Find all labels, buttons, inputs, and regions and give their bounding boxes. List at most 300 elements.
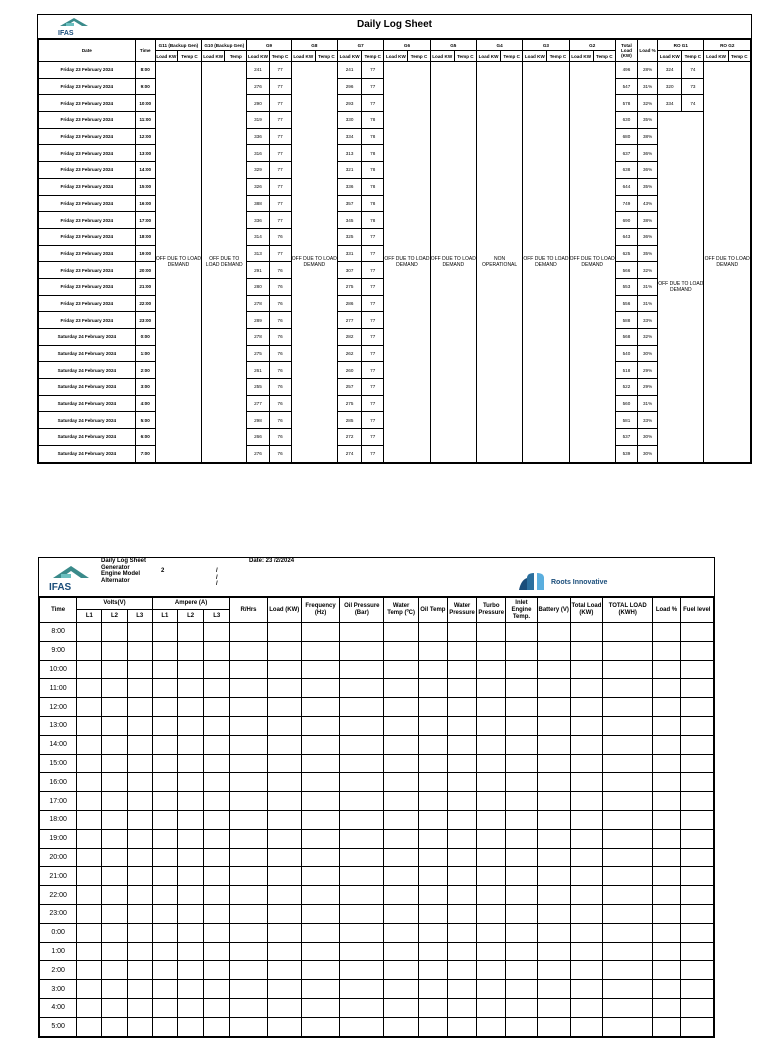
entry-cell[interactable] bbox=[204, 660, 230, 679]
entry-cell[interactable] bbox=[177, 848, 203, 867]
entry-cell[interactable] bbox=[418, 754, 447, 773]
entry-cell[interactable] bbox=[680, 980, 713, 999]
entry-cell[interactable] bbox=[301, 623, 339, 642]
entry-cell[interactable] bbox=[340, 1017, 384, 1036]
entry-cell[interactable] bbox=[77, 623, 102, 642]
entry-cell[interactable] bbox=[384, 904, 418, 923]
entry-cell[interactable] bbox=[477, 829, 506, 848]
entry-cell[interactable] bbox=[384, 716, 418, 735]
entry-cell[interactable] bbox=[570, 904, 602, 923]
entry-cell[interactable] bbox=[77, 886, 102, 905]
entry-cell[interactable] bbox=[267, 735, 301, 754]
entry-cell[interactable] bbox=[506, 867, 537, 886]
entry-cell[interactable] bbox=[384, 1017, 418, 1036]
entry-cell[interactable] bbox=[603, 698, 653, 717]
entry-cell[interactable] bbox=[127, 886, 152, 905]
entry-cell[interactable] bbox=[127, 773, 152, 792]
entry-cell[interactable] bbox=[603, 961, 653, 980]
entry-cell[interactable] bbox=[506, 829, 537, 848]
entry-cell[interactable] bbox=[384, 773, 418, 792]
entry-cell[interactable] bbox=[177, 980, 203, 999]
entry-cell[interactable] bbox=[537, 867, 570, 886]
entry-cell[interactable] bbox=[301, 923, 339, 942]
entry-cell[interactable] bbox=[537, 829, 570, 848]
entry-cell[interactable] bbox=[570, 886, 602, 905]
entry-cell[interactable] bbox=[603, 942, 653, 961]
entry-cell[interactable] bbox=[230, 998, 267, 1017]
entry-cell[interactable] bbox=[506, 942, 537, 961]
entry-cell[interactable] bbox=[340, 904, 384, 923]
entry-cell[interactable] bbox=[177, 904, 203, 923]
entry-cell[interactable] bbox=[102, 660, 127, 679]
entry-cell[interactable] bbox=[77, 942, 102, 961]
entry-cell[interactable] bbox=[537, 773, 570, 792]
entry-cell[interactable] bbox=[102, 754, 127, 773]
entry-cell[interactable] bbox=[447, 998, 476, 1017]
entry-cell[interactable] bbox=[152, 1017, 177, 1036]
entry-cell[interactable] bbox=[267, 848, 301, 867]
entry-cell[interactable] bbox=[570, 810, 602, 829]
entry-cell[interactable] bbox=[418, 792, 447, 811]
entry-cell[interactable] bbox=[340, 867, 384, 886]
entry-cell[interactable] bbox=[506, 904, 537, 923]
entry-cell[interactable] bbox=[127, 735, 152, 754]
entry-cell[interactable] bbox=[230, 754, 267, 773]
entry-cell[interactable] bbox=[477, 980, 506, 999]
entry-cell[interactable] bbox=[267, 886, 301, 905]
entry-cell[interactable] bbox=[102, 829, 127, 848]
entry-cell[interactable] bbox=[384, 660, 418, 679]
entry-cell[interactable] bbox=[653, 886, 680, 905]
entry-cell[interactable] bbox=[102, 923, 127, 942]
entry-cell[interactable] bbox=[127, 698, 152, 717]
entry-cell[interactable] bbox=[267, 923, 301, 942]
entry-cell[interactable] bbox=[267, 904, 301, 923]
entry-cell[interactable] bbox=[102, 735, 127, 754]
entry-cell[interactable] bbox=[418, 904, 447, 923]
entry-cell[interactable] bbox=[680, 886, 713, 905]
entry-cell[interactable] bbox=[680, 810, 713, 829]
entry-cell[interactable] bbox=[384, 679, 418, 698]
entry-cell[interactable] bbox=[127, 660, 152, 679]
entry-cell[interactable] bbox=[152, 980, 177, 999]
entry-cell[interactable] bbox=[384, 980, 418, 999]
entry-cell[interactable] bbox=[537, 942, 570, 961]
entry-cell[interactable] bbox=[177, 923, 203, 942]
entry-cell[interactable] bbox=[537, 886, 570, 905]
entry-cell[interactable] bbox=[384, 829, 418, 848]
entry-cell[interactable] bbox=[152, 735, 177, 754]
entry-cell[interactable] bbox=[603, 773, 653, 792]
entry-cell[interactable] bbox=[177, 810, 203, 829]
entry-cell[interactable] bbox=[102, 848, 127, 867]
entry-cell[interactable] bbox=[653, 867, 680, 886]
entry-cell[interactable] bbox=[102, 698, 127, 717]
entry-cell[interactable] bbox=[267, 792, 301, 811]
entry-cell[interactable] bbox=[77, 867, 102, 886]
entry-cell[interactable] bbox=[506, 792, 537, 811]
entry-cell[interactable] bbox=[537, 980, 570, 999]
entry-cell[interactable] bbox=[267, 641, 301, 660]
entry-cell[interactable] bbox=[301, 942, 339, 961]
entry-cell[interactable] bbox=[384, 623, 418, 642]
entry-cell[interactable] bbox=[204, 810, 230, 829]
entry-cell[interactable] bbox=[537, 641, 570, 660]
entry-cell[interactable] bbox=[152, 754, 177, 773]
entry-cell[interactable] bbox=[177, 698, 203, 717]
entry-cell[interactable] bbox=[447, 1017, 476, 1036]
entry-cell[interactable] bbox=[570, 923, 602, 942]
entry-cell[interactable] bbox=[603, 980, 653, 999]
entry-cell[interactable] bbox=[230, 792, 267, 811]
entry-cell[interactable] bbox=[418, 867, 447, 886]
entry-cell[interactable] bbox=[680, 716, 713, 735]
entry-cell[interactable] bbox=[301, 1017, 339, 1036]
entry-cell[interactable] bbox=[418, 679, 447, 698]
entry-cell[interactable] bbox=[384, 735, 418, 754]
entry-cell[interactable] bbox=[77, 904, 102, 923]
entry-cell[interactable] bbox=[447, 623, 476, 642]
entry-cell[interactable] bbox=[653, 829, 680, 848]
entry-cell[interactable] bbox=[267, 998, 301, 1017]
entry-cell[interactable] bbox=[653, 792, 680, 811]
entry-cell[interactable] bbox=[570, 998, 602, 1017]
entry-cell[interactable] bbox=[570, 698, 602, 717]
entry-cell[interactable] bbox=[230, 641, 267, 660]
entry-cell[interactable] bbox=[506, 716, 537, 735]
entry-cell[interactable] bbox=[267, 698, 301, 717]
entry-cell[interactable] bbox=[570, 942, 602, 961]
entry-cell[interactable] bbox=[177, 792, 203, 811]
entry-cell[interactable] bbox=[267, 810, 301, 829]
entry-cell[interactable] bbox=[127, 641, 152, 660]
entry-cell[interactable] bbox=[506, 623, 537, 642]
entry-cell[interactable] bbox=[267, 867, 301, 886]
entry-cell[interactable] bbox=[537, 679, 570, 698]
entry-cell[interactable] bbox=[506, 698, 537, 717]
entry-cell[interactable] bbox=[301, 904, 339, 923]
entry-cell[interactable] bbox=[680, 942, 713, 961]
entry-cell[interactable] bbox=[77, 923, 102, 942]
entry-cell[interactable] bbox=[447, 961, 476, 980]
entry-cell[interactable] bbox=[301, 735, 339, 754]
entry-cell[interactable] bbox=[477, 735, 506, 754]
entry-cell[interactable] bbox=[340, 679, 384, 698]
entry-cell[interactable] bbox=[267, 660, 301, 679]
entry-cell[interactable] bbox=[384, 961, 418, 980]
entry-cell[interactable] bbox=[447, 735, 476, 754]
entry-cell[interactable] bbox=[653, 735, 680, 754]
entry-cell[interactable] bbox=[301, 980, 339, 999]
entry-cell[interactable] bbox=[177, 716, 203, 735]
entry-cell[interactable] bbox=[603, 792, 653, 811]
entry-cell[interactable] bbox=[506, 980, 537, 999]
entry-cell[interactable] bbox=[267, 1017, 301, 1036]
entry-cell[interactable] bbox=[152, 623, 177, 642]
entry-cell[interactable] bbox=[230, 679, 267, 698]
entry-cell[interactable] bbox=[177, 660, 203, 679]
entry-cell[interactable] bbox=[477, 792, 506, 811]
entry-cell[interactable] bbox=[477, 679, 506, 698]
entry-cell[interactable] bbox=[653, 641, 680, 660]
entry-cell[interactable] bbox=[152, 961, 177, 980]
entry-cell[interactable] bbox=[447, 942, 476, 961]
entry-cell[interactable] bbox=[418, 980, 447, 999]
entry-cell[interactable] bbox=[152, 660, 177, 679]
entry-cell[interactable] bbox=[152, 886, 177, 905]
entry-cell[interactable] bbox=[340, 623, 384, 642]
entry-cell[interactable] bbox=[680, 773, 713, 792]
entry-cell[interactable] bbox=[570, 961, 602, 980]
entry-cell[interactable] bbox=[477, 942, 506, 961]
entry-cell[interactable] bbox=[301, 641, 339, 660]
entry-cell[interactable] bbox=[603, 886, 653, 905]
entry-cell[interactable] bbox=[230, 698, 267, 717]
entry-cell[interactable] bbox=[570, 679, 602, 698]
entry-cell[interactable] bbox=[102, 886, 127, 905]
entry-cell[interactable] bbox=[152, 867, 177, 886]
entry-cell[interactable] bbox=[127, 623, 152, 642]
entry-cell[interactable] bbox=[477, 660, 506, 679]
entry-cell[interactable] bbox=[204, 942, 230, 961]
entry-cell[interactable] bbox=[267, 623, 301, 642]
entry-cell[interactable] bbox=[418, 886, 447, 905]
entry-cell[interactable] bbox=[301, 998, 339, 1017]
entry-cell[interactable] bbox=[570, 792, 602, 811]
entry-cell[interactable] bbox=[653, 698, 680, 717]
entry-cell[interactable] bbox=[204, 867, 230, 886]
entry-cell[interactable] bbox=[418, 942, 447, 961]
entry-cell[interactable] bbox=[177, 942, 203, 961]
entry-cell[interactable] bbox=[204, 623, 230, 642]
entry-cell[interactable] bbox=[177, 641, 203, 660]
entry-cell[interactable] bbox=[340, 998, 384, 1017]
entry-cell[interactable] bbox=[127, 792, 152, 811]
entry-cell[interactable] bbox=[204, 923, 230, 942]
entry-cell[interactable] bbox=[537, 1017, 570, 1036]
entry-cell[interactable] bbox=[537, 848, 570, 867]
entry-cell[interactable] bbox=[340, 641, 384, 660]
entry-cell[interactable] bbox=[603, 1017, 653, 1036]
entry-cell[interactable] bbox=[477, 904, 506, 923]
entry-cell[interactable] bbox=[177, 735, 203, 754]
entry-cell[interactable] bbox=[340, 848, 384, 867]
entry-cell[interactable] bbox=[447, 773, 476, 792]
entry-cell[interactable] bbox=[301, 867, 339, 886]
entry-cell[interactable] bbox=[301, 660, 339, 679]
entry-cell[interactable] bbox=[570, 1017, 602, 1036]
entry-cell[interactable] bbox=[127, 980, 152, 999]
entry-cell[interactable] bbox=[680, 641, 713, 660]
entry-cell[interactable] bbox=[384, 754, 418, 773]
entry-cell[interactable] bbox=[653, 716, 680, 735]
entry-cell[interactable] bbox=[506, 810, 537, 829]
entry-cell[interactable] bbox=[230, 810, 267, 829]
entry-cell[interactable] bbox=[418, 923, 447, 942]
entry-cell[interactable] bbox=[152, 773, 177, 792]
entry-cell[interactable] bbox=[77, 660, 102, 679]
entry-cell[interactable] bbox=[152, 716, 177, 735]
entry-cell[interactable] bbox=[447, 867, 476, 886]
entry-cell[interactable] bbox=[680, 754, 713, 773]
entry-cell[interactable] bbox=[77, 641, 102, 660]
entry-cell[interactable] bbox=[477, 754, 506, 773]
entry-cell[interactable] bbox=[77, 848, 102, 867]
entry-cell[interactable] bbox=[603, 754, 653, 773]
entry-cell[interactable] bbox=[680, 829, 713, 848]
entry-cell[interactable] bbox=[127, 961, 152, 980]
entry-cell[interactable] bbox=[230, 923, 267, 942]
entry-cell[interactable] bbox=[267, 961, 301, 980]
entry-cell[interactable] bbox=[102, 904, 127, 923]
entry-cell[interactable] bbox=[267, 679, 301, 698]
entry-cell[interactable] bbox=[384, 698, 418, 717]
entry-cell[interactable] bbox=[77, 792, 102, 811]
entry-cell[interactable] bbox=[680, 904, 713, 923]
entry-cell[interactable] bbox=[653, 660, 680, 679]
entry-cell[interactable] bbox=[477, 623, 506, 642]
entry-cell[interactable] bbox=[77, 961, 102, 980]
entry-cell[interactable] bbox=[653, 998, 680, 1017]
entry-cell[interactable] bbox=[570, 980, 602, 999]
entry-cell[interactable] bbox=[603, 998, 653, 1017]
entry-cell[interactable] bbox=[340, 754, 384, 773]
entry-cell[interactable] bbox=[477, 848, 506, 867]
entry-cell[interactable] bbox=[102, 980, 127, 999]
entry-cell[interactable] bbox=[127, 810, 152, 829]
entry-cell[interactable] bbox=[77, 698, 102, 717]
entry-cell[interactable] bbox=[204, 961, 230, 980]
entry-cell[interactable] bbox=[204, 792, 230, 811]
entry-cell[interactable] bbox=[102, 623, 127, 642]
entry-cell[interactable] bbox=[680, 961, 713, 980]
entry-cell[interactable] bbox=[537, 923, 570, 942]
entry-cell[interactable] bbox=[653, 773, 680, 792]
entry-cell[interactable] bbox=[340, 773, 384, 792]
entry-cell[interactable] bbox=[603, 829, 653, 848]
entry-cell[interactable] bbox=[680, 998, 713, 1017]
entry-cell[interactable] bbox=[653, 679, 680, 698]
entry-cell[interactable] bbox=[102, 1017, 127, 1036]
entry-cell[interactable] bbox=[340, 792, 384, 811]
entry-cell[interactable] bbox=[267, 773, 301, 792]
entry-cell[interactable] bbox=[301, 961, 339, 980]
entry-cell[interactable] bbox=[340, 660, 384, 679]
entry-cell[interactable] bbox=[230, 735, 267, 754]
entry-cell[interactable] bbox=[301, 792, 339, 811]
entry-cell[interactable] bbox=[447, 754, 476, 773]
entry-cell[interactable] bbox=[570, 641, 602, 660]
entry-cell[interactable] bbox=[230, 1017, 267, 1036]
entry-cell[interactable] bbox=[477, 773, 506, 792]
entry-cell[interactable] bbox=[204, 679, 230, 698]
entry-cell[interactable] bbox=[204, 904, 230, 923]
entry-cell[interactable] bbox=[537, 754, 570, 773]
entry-cell[interactable] bbox=[570, 716, 602, 735]
entry-cell[interactable] bbox=[230, 773, 267, 792]
entry-cell[interactable] bbox=[418, 716, 447, 735]
entry-cell[interactable] bbox=[537, 735, 570, 754]
entry-cell[interactable] bbox=[340, 735, 384, 754]
entry-cell[interactable] bbox=[77, 829, 102, 848]
entry-cell[interactable] bbox=[418, 961, 447, 980]
entry-cell[interactable] bbox=[570, 754, 602, 773]
entry-cell[interactable] bbox=[506, 961, 537, 980]
entry-cell[interactable] bbox=[537, 716, 570, 735]
entry-cell[interactable] bbox=[680, 867, 713, 886]
entry-cell[interactable] bbox=[477, 923, 506, 942]
entry-cell[interactable] bbox=[77, 679, 102, 698]
entry-cell[interactable] bbox=[152, 698, 177, 717]
entry-cell[interactable] bbox=[477, 810, 506, 829]
entry-cell[interactable] bbox=[447, 980, 476, 999]
entry-cell[interactable] bbox=[418, 829, 447, 848]
entry-cell[interactable] bbox=[477, 641, 506, 660]
entry-cell[interactable] bbox=[177, 829, 203, 848]
entry-cell[interactable] bbox=[177, 773, 203, 792]
entry-cell[interactable] bbox=[537, 904, 570, 923]
entry-cell[interactable] bbox=[152, 848, 177, 867]
entry-cell[interactable] bbox=[340, 829, 384, 848]
entry-cell[interactable] bbox=[204, 886, 230, 905]
entry-cell[interactable] bbox=[77, 735, 102, 754]
entry-cell[interactable] bbox=[102, 961, 127, 980]
entry-cell[interactable] bbox=[267, 980, 301, 999]
entry-cell[interactable] bbox=[340, 698, 384, 717]
entry-cell[interactable] bbox=[447, 810, 476, 829]
entry-cell[interactable] bbox=[127, 942, 152, 961]
entry-cell[interactable] bbox=[680, 848, 713, 867]
entry-cell[interactable] bbox=[506, 923, 537, 942]
entry-cell[interactable] bbox=[477, 998, 506, 1017]
entry-cell[interactable] bbox=[230, 980, 267, 999]
entry-cell[interactable] bbox=[680, 792, 713, 811]
entry-cell[interactable] bbox=[680, 923, 713, 942]
entry-cell[interactable] bbox=[603, 735, 653, 754]
entry-cell[interactable] bbox=[204, 773, 230, 792]
entry-cell[interactable] bbox=[384, 923, 418, 942]
entry-cell[interactable] bbox=[570, 623, 602, 642]
entry-cell[interactable] bbox=[177, 961, 203, 980]
entry-cell[interactable] bbox=[506, 886, 537, 905]
entry-cell[interactable] bbox=[127, 679, 152, 698]
entry-cell[interactable] bbox=[506, 848, 537, 867]
entry-cell[interactable] bbox=[418, 810, 447, 829]
entry-cell[interactable] bbox=[301, 754, 339, 773]
entry-cell[interactable] bbox=[267, 942, 301, 961]
entry-cell[interactable] bbox=[177, 867, 203, 886]
entry-cell[interactable] bbox=[102, 867, 127, 886]
entry-cell[interactable] bbox=[301, 886, 339, 905]
entry-cell[interactable] bbox=[447, 792, 476, 811]
entry-cell[interactable] bbox=[653, 923, 680, 942]
entry-cell[interactable] bbox=[506, 1017, 537, 1036]
entry-cell[interactable] bbox=[340, 810, 384, 829]
entry-cell[interactable] bbox=[127, 829, 152, 848]
entry-cell[interactable] bbox=[177, 754, 203, 773]
entry-cell[interactable] bbox=[77, 1017, 102, 1036]
entry-cell[interactable] bbox=[204, 980, 230, 999]
entry-cell[interactable] bbox=[537, 961, 570, 980]
entry-cell[interactable] bbox=[418, 660, 447, 679]
entry-cell[interactable] bbox=[230, 660, 267, 679]
entry-cell[interactable] bbox=[447, 641, 476, 660]
entry-cell[interactable] bbox=[301, 679, 339, 698]
entry-cell[interactable] bbox=[477, 867, 506, 886]
entry-cell[interactable] bbox=[230, 886, 267, 905]
entry-cell[interactable] bbox=[603, 660, 653, 679]
entry-cell[interactable] bbox=[177, 886, 203, 905]
